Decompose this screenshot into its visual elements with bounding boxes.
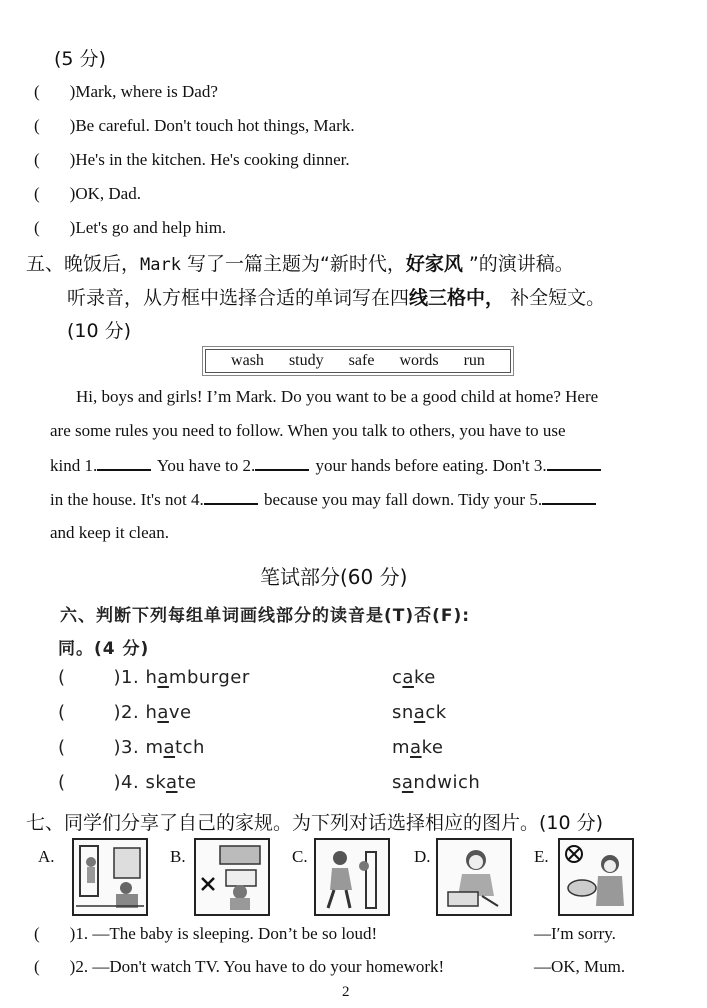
word-bank-item: study: [288, 352, 324, 369]
blank-4[interactable]: [204, 489, 258, 505]
passage-line-5: and keep it clean.: [50, 523, 169, 542]
sentence-text: )Let's go and help him.: [69, 218, 227, 237]
item-number: )3.: [113, 737, 146, 758]
answer-paren[interactable]: (: [34, 150, 40, 169]
word-bank-item: wash: [231, 352, 264, 369]
part6-score: 同。(4 分): [58, 639, 150, 659]
word-part: tch: [175, 737, 205, 758]
written-section-title: 笔试部分(60 分): [260, 565, 408, 589]
picture-e-illustration: [560, 840, 632, 914]
word-part: ndwich: [413, 772, 481, 793]
part5-score: (10 分): [67, 320, 132, 342]
passage-text: your hands before eating. Don't 3.: [311, 456, 547, 475]
picture-c-illustration: [316, 840, 388, 914]
picture-label-b: B.: [170, 847, 186, 866]
answer-paren[interactable]: (: [34, 184, 40, 203]
passage-text: in the house. It's not 4.: [50, 490, 204, 509]
word-bank-item: safe: [348, 352, 375, 369]
passage-line-2: are some rules you need to follow. When you talk to others, you have to use: [50, 421, 566, 440]
title-text: 写了一篇主题为“新时代，: [180, 253, 406, 275]
underlined-letter: a: [157, 702, 169, 723]
blank-5[interactable]: [542, 489, 596, 505]
instruction-bold: 线三格中，: [409, 287, 505, 309]
picture-a-illustration: [74, 840, 146, 914]
question-text: )1. —The baby is sleeping. Don’t be so loud!: [69, 924, 378, 943]
title-text: 五、晚饭后，: [26, 253, 141, 275]
picture-label-e: E.: [534, 847, 549, 866]
picture-d-illustration: [438, 840, 510, 914]
answer-paren[interactable]: (: [58, 667, 66, 688]
part4-line-1: [34, 82, 218, 102]
word-part: h: [145, 667, 158, 688]
word-part: ke: [413, 667, 436, 688]
part4-line-4: [34, 184, 141, 204]
blank-3[interactable]: [547, 455, 601, 471]
part7-question-1: [34, 924, 377, 944]
answer-paren[interactable]: (: [34, 218, 40, 237]
title-text: ”的演讲稿。: [462, 253, 574, 275]
word-part: s: [392, 772, 402, 793]
part6-title: 六、判断下列每组单词画线部分的读音是(T)否(F):: [60, 606, 471, 626]
passage-line-1: Hi, boys and girls! I’m Mark. Do you want to be a good child at home? Here: [76, 387, 599, 406]
word-part: h: [145, 702, 158, 723]
part5-instruction: [67, 283, 605, 310]
part4-line-2: [34, 116, 355, 136]
part4-line-5: [34, 218, 226, 238]
instruction-text: 听录音，从方框中选择合适的单词写在四: [67, 287, 410, 309]
picture-label-d: D.: [414, 847, 431, 866]
part7-reply-1: —I′m sorry.: [534, 924, 616, 943]
picture-d[interactable]: [436, 838, 512, 916]
word-part: ve: [168, 702, 192, 723]
underlined-letter: a: [402, 667, 414, 688]
word-bank-item: run: [463, 352, 485, 369]
part6-item-2: [58, 702, 192, 723]
part6-word2-1: [392, 667, 436, 688]
picture-b-illustration: [196, 840, 268, 914]
part7-question-2: [34, 957, 444, 977]
page-number: 2: [342, 984, 350, 1000]
picture-c[interactable]: [314, 838, 390, 916]
title-mark: Mark: [140, 255, 181, 275]
underlined-letter: a: [165, 772, 178, 793]
answer-paren[interactable]: (: [34, 116, 40, 135]
part4-line-3: [34, 150, 350, 170]
word-part: sk: [145, 772, 166, 793]
word-part: sn: [392, 702, 414, 723]
part6-item-1: [58, 667, 250, 688]
part6-item-3: [58, 737, 205, 758]
underlined-letter: a: [410, 737, 422, 758]
item-number: )1.: [113, 667, 146, 688]
part4-score: (5 分): [54, 48, 106, 70]
part6-word2-2: [392, 702, 447, 723]
sentence-text: )OK, Dad.: [69, 184, 141, 203]
passage-text: You have to 2.: [153, 456, 256, 475]
part7-title: 七、同学们分享了自己的家规。为下列对话选择相应的图片。(10 分): [26, 812, 604, 834]
picture-e[interactable]: [558, 838, 634, 916]
item-number: )4.: [113, 772, 146, 793]
answer-paren[interactable]: (: [58, 737, 66, 758]
answer-paren[interactable]: (: [58, 702, 66, 723]
passage-text: kind 1.: [50, 456, 98, 475]
answer-paren[interactable]: (: [34, 957, 40, 976]
underlined-letter: a: [413, 702, 426, 723]
blank-1[interactable]: [97, 455, 151, 471]
title-bold: 好家风: [405, 253, 463, 275]
item-number: )2.: [113, 702, 146, 723]
sentence-text: )Mark, where is Dad?: [69, 82, 218, 101]
word-part: ke: [421, 737, 444, 758]
word-part: m: [392, 737, 411, 758]
passage-text: because you may fall down. Tidy your 5.: [259, 490, 543, 509]
passage-line-3: [50, 455, 603, 476]
underlined-letter: a: [163, 737, 176, 758]
question-text: )2. —Don't watch TV. You have to do your homework!: [69, 957, 445, 976]
sentence-text: )He's in the kitchen. He's cooking dinner.: [69, 150, 350, 169]
sentence-text: )Be careful. Don't touch hot things, Mark.: [69, 116, 355, 135]
blank-2[interactable]: [255, 455, 309, 471]
part6-word2-4: [392, 772, 480, 793]
word-part: c: [392, 667, 403, 688]
answer-paren[interactable]: (: [34, 82, 40, 101]
picture-label-a: A.: [38, 847, 55, 866]
picture-label-c: C.: [292, 847, 308, 866]
instruction-text: 补全短文。: [504, 287, 606, 309]
underlined-letter: a: [157, 667, 169, 688]
part5-title: [26, 249, 574, 276]
picture-a[interactable]: [72, 838, 148, 916]
part7-reply-2: —OK, Mum.: [534, 957, 626, 976]
word-part: te: [177, 772, 197, 793]
word-part: ck: [425, 702, 447, 723]
answer-paren[interactable]: (: [34, 924, 40, 943]
word-part: m: [145, 737, 164, 758]
word-bank-item: words: [399, 352, 439, 369]
word-part: mburger: [168, 667, 250, 688]
part6-word2-3: [392, 737, 443, 758]
word-bank: [205, 349, 511, 373]
underlined-letter: a: [401, 772, 414, 793]
picture-b[interactable]: [194, 838, 270, 916]
answer-paren[interactable]: (: [58, 772, 66, 793]
part6-item-4: [58, 772, 197, 793]
passage-line-4: [50, 489, 598, 510]
